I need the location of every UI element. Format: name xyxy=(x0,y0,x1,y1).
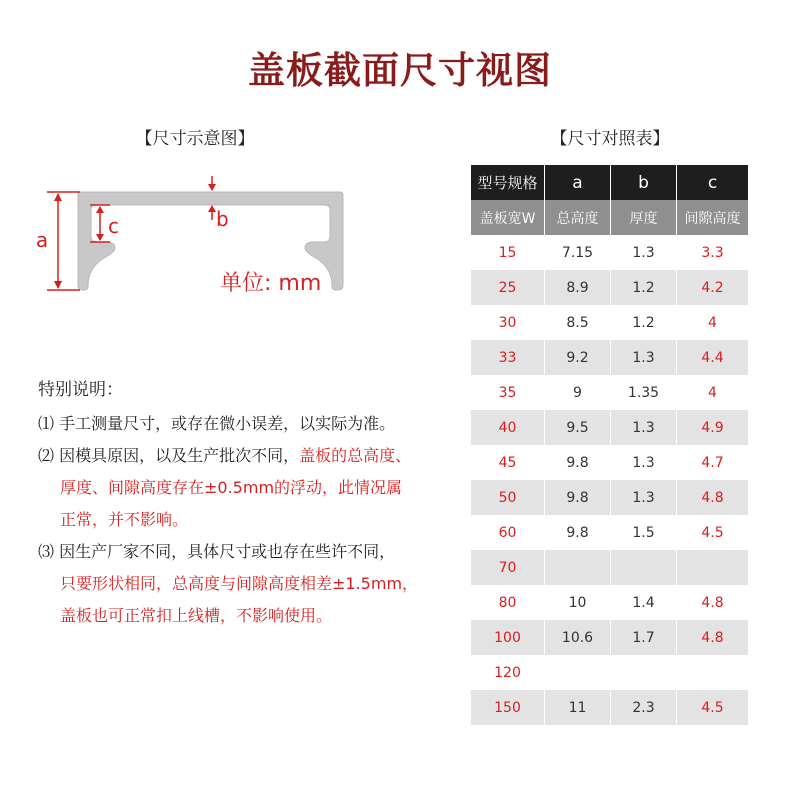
cell-gap-height: 4.2 xyxy=(677,270,749,305)
cell-thickness: 1.7 xyxy=(611,620,677,655)
cell-total-height: 9.8 xyxy=(545,515,611,550)
dimension-a-label: a xyxy=(35,228,49,252)
table-row xyxy=(471,445,749,480)
cell-width: 15 xyxy=(471,235,545,270)
cell-width: 25 xyxy=(471,270,545,305)
cell-width: 40 xyxy=(471,410,545,445)
cell-total-height: 11 xyxy=(545,690,611,725)
note-2-prefix: ⑵ 因模具原因，以及生产批次不同， xyxy=(38,446,300,465)
cell-gap-height: 4 xyxy=(677,305,749,340)
table-row xyxy=(471,550,749,585)
note-1: ⑴ 手工测量尺寸，或存在微小误差，以实际为准。 xyxy=(38,414,396,433)
cell-width: 45 xyxy=(471,445,545,480)
cell-thickness xyxy=(611,550,677,585)
table-row xyxy=(471,270,749,305)
cell-gap-height: 4.8 xyxy=(677,480,749,515)
table-row xyxy=(471,305,749,340)
dimension-c-label: c xyxy=(108,214,119,238)
cell-total-height xyxy=(545,655,611,690)
note-2-line-3: 正常，并不影响。 xyxy=(60,510,189,529)
spec-table xyxy=(470,165,749,725)
cell-width: 60 xyxy=(471,515,545,550)
table-row xyxy=(471,620,749,655)
cell-width: 33 xyxy=(471,340,545,375)
table-row xyxy=(471,690,749,725)
dimension-b-label: b xyxy=(216,207,229,231)
cell-gap-height: 4.5 xyxy=(677,690,749,725)
notes-section xyxy=(38,374,458,632)
cell-thickness: 2.3 xyxy=(611,690,677,725)
table-row xyxy=(471,375,749,410)
cell-total-height: 10 xyxy=(545,585,611,620)
cell-total-height: 9 xyxy=(545,375,611,410)
table-row xyxy=(471,480,749,515)
cell-total-height: 9.8 xyxy=(545,445,611,480)
cell-width: 30 xyxy=(471,305,545,340)
cell-thickness: 1.3 xyxy=(611,445,677,480)
cell-total-height: 8.9 xyxy=(545,270,611,305)
header-b: b xyxy=(611,165,677,200)
table-row xyxy=(471,235,749,270)
diagram-caption: 【尺寸示意图】 xyxy=(135,129,255,149)
notes-heading: 特别说明： xyxy=(38,380,123,400)
note-2-line-2: 厚度、间隙高度存在±0.5mm的浮动，此情况属 xyxy=(60,478,403,497)
cell-gap-height xyxy=(677,550,749,585)
table-header-row xyxy=(471,165,749,200)
subheader-gap-height: 间隙高度 xyxy=(677,200,749,235)
cell-total-height: 9.5 xyxy=(545,410,611,445)
cell-width: 35 xyxy=(471,375,545,410)
cell-gap-height: 4.5 xyxy=(677,515,749,550)
cell-gap-height: 4 xyxy=(677,375,749,410)
cell-thickness: 1.2 xyxy=(611,305,677,340)
cell-width: 150 xyxy=(471,690,545,725)
cell-width: 70 xyxy=(471,550,545,585)
cell-thickness: 1.4 xyxy=(611,585,677,620)
subheader-total-height: 总高度 xyxy=(545,200,611,235)
cell-width: 100 xyxy=(471,620,545,655)
cell-gap-height: 4.7 xyxy=(677,445,749,480)
unit-label: 单位: mm xyxy=(220,271,322,296)
cell-gap-height: 4.8 xyxy=(677,585,749,620)
table-row xyxy=(471,585,749,620)
note-2-line-1 xyxy=(38,440,458,472)
note-3-line-2: 只要形状相同，总高度与间隙高度相差±1.5mm， xyxy=(60,574,419,593)
table-row xyxy=(471,410,749,445)
cell-width: 80 xyxy=(471,585,545,620)
cell-gap-height: 4.4 xyxy=(677,340,749,375)
cell-thickness: 1.3 xyxy=(611,410,677,445)
cell-gap-height xyxy=(677,655,749,690)
table-row xyxy=(471,655,749,690)
cell-total-height: 9.2 xyxy=(545,340,611,375)
header-model: 型号规格 xyxy=(471,165,545,200)
cell-total-height: 10.6 xyxy=(545,620,611,655)
table-row xyxy=(471,515,749,550)
note-3-line-1: ⑶ 因生产厂家不同，具体尺寸或也存在些许不同， xyxy=(38,542,396,561)
cell-gap-height: 4.9 xyxy=(677,410,749,445)
cell-gap-height: 4.8 xyxy=(677,620,749,655)
table-row xyxy=(471,340,749,375)
cell-thickness: 1.3 xyxy=(611,235,677,270)
page-title: 盖板截面尺寸视图 xyxy=(248,49,552,92)
cell-thickness: 1.3 xyxy=(611,340,677,375)
cell-thickness: 1.5 xyxy=(611,515,677,550)
table-subheader-row xyxy=(471,200,749,235)
cell-thickness: 1.3 xyxy=(611,480,677,515)
cell-width: 120 xyxy=(471,655,545,690)
cell-total-height: 8.5 xyxy=(545,305,611,340)
cell-total-height: 7.15 xyxy=(545,235,611,270)
cell-total-height xyxy=(545,550,611,585)
cell-total-height: 9.8 xyxy=(545,480,611,515)
note-3-line-3: 盖板也可正常扣上线槽，不影响使用。 xyxy=(60,606,333,625)
dimension-a xyxy=(47,192,80,290)
subheader-width: 盖板宽W xyxy=(471,200,545,235)
cell-thickness: 1.35 xyxy=(611,375,677,410)
header-c: c xyxy=(677,165,749,200)
cell-thickness: 1.2 xyxy=(611,270,677,305)
header-a: a xyxy=(545,165,611,200)
subheader-thickness: 厚度 xyxy=(611,200,677,235)
note-2-highlight: 盖板的总高度、 xyxy=(299,446,412,465)
cell-gap-height: 3.3 xyxy=(677,235,749,270)
cell-thickness xyxy=(611,655,677,690)
cell-width: 50 xyxy=(471,480,545,515)
table-caption: 【尺寸对照表】 xyxy=(550,129,670,149)
